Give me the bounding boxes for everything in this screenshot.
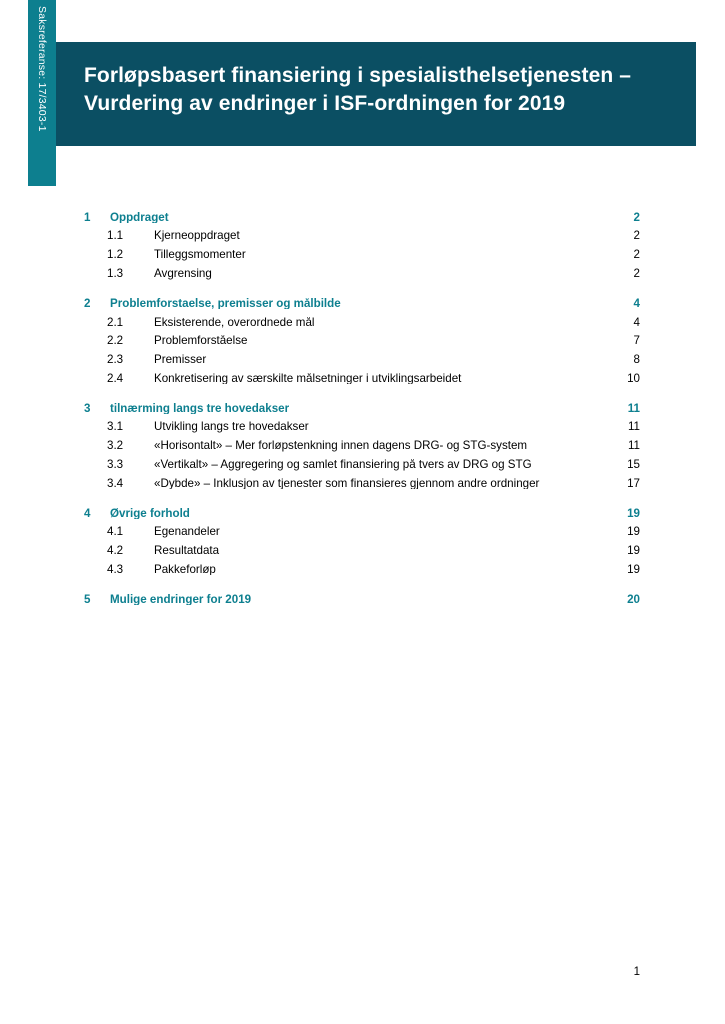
toc-entry-number: 4.1 <box>107 525 124 539</box>
toc-entry-page: 2 <box>633 248 640 262</box>
toc-entry[interactable] <box>84 208 640 227</box>
toc-entry-number: 1.2 <box>107 248 124 262</box>
toc-entry-number: 5 <box>84 592 91 606</box>
toc-entry-page: 2 <box>633 210 640 224</box>
toc-entry-page: 19 <box>627 506 640 520</box>
toc-entry[interactable] <box>84 313 640 332</box>
toc-entry-label: Premisser <box>154 354 207 366</box>
toc-entry-page: 17 <box>627 476 640 490</box>
toc-entry-label: Problemforstaelse, premisser og målbilde <box>110 297 341 310</box>
toc-entry[interactable] <box>84 542 640 561</box>
toc-entry[interactable] <box>84 455 640 474</box>
toc-entry[interactable] <box>84 350 640 369</box>
toc-entry-page: 15 <box>627 457 640 471</box>
toc-entry-label: Øvrige forhold <box>110 507 190 520</box>
toc-entry[interactable] <box>84 474 640 493</box>
toc-entry[interactable] <box>84 418 640 437</box>
toc-entry-page: 4 <box>633 315 640 329</box>
side-reference-bar <box>28 0 56 186</box>
toc-section-gap <box>84 283 640 294</box>
toc-entry[interactable] <box>84 504 640 523</box>
toc-entry-label: tilnærming langs tre hovedakser <box>110 402 290 415</box>
toc-entry-page: 11 <box>627 420 640 434</box>
toc-entry-label: Pakkeforløp <box>154 563 216 576</box>
toc-entry[interactable] <box>84 332 640 351</box>
toc-entry-number: 3.4 <box>107 476 124 490</box>
toc-entry-label: Mulige endringer for 2019 <box>110 593 252 606</box>
toc-entry-label: Oppdraget <box>110 211 169 224</box>
toc-entry-page: 20 <box>627 592 640 606</box>
side-reference-label: Saksreferanse: 17/3403-1 <box>36 6 48 132</box>
page-title: Forløpsbasert finansiering i spesialisthelsetjenesten – Vurdering av endringer i ISF-ordningen for 2019 <box>84 64 632 116</box>
toc-entry-label: Egenandeler <box>154 526 220 538</box>
toc-entry-page: 11 <box>627 439 640 453</box>
toc-entry[interactable] <box>84 523 640 542</box>
toc-entry-page: 11 <box>627 401 640 415</box>
toc-entry-label: Problemforståelse <box>154 335 248 347</box>
toc-entry-label: Konkretisering av særskilte målsetninger i utviklingsarbeidet <box>154 372 462 385</box>
toc-entry-number: 4.3 <box>107 562 124 576</box>
toc-entry-number: 3.2 <box>107 439 124 453</box>
toc-entry-page: 4 <box>633 296 640 310</box>
toc-entry-label: «Horisontalt» – Mer forløpstenkning innen dagens DRG- og STG-system <box>154 440 528 452</box>
toc-entry-page: 2 <box>633 266 640 280</box>
toc-entry-number: 1.3 <box>107 266 124 280</box>
toc-entry-number: 3 <box>84 401 91 415</box>
toc-entry-page: 8 <box>633 353 640 367</box>
toc-entry-number: 2 <box>84 296 91 310</box>
toc-entry[interactable] <box>84 560 640 579</box>
toc-entry-page: 19 <box>627 562 640 576</box>
toc-section-gap <box>84 579 640 590</box>
title-banner <box>56 42 696 146</box>
toc-entry-page: 10 <box>627 371 640 385</box>
toc-entry-label: Resultatdata <box>154 545 220 557</box>
toc-entry[interactable] <box>84 590 640 609</box>
toc-entry[interactable] <box>84 399 640 418</box>
toc-entry-label: Tilleggsmomenter <box>154 249 246 261</box>
toc-entry[interactable] <box>84 227 640 246</box>
toc-entry-page: 19 <box>627 525 640 539</box>
toc-entry-page: 7 <box>633 334 640 348</box>
toc-entry-label: «Vertikalt» – Aggregering og samlet finansiering på tvers av DRG og STG <box>154 458 532 471</box>
toc-entry-number: 1 <box>84 210 91 224</box>
toc-entry-page: 2 <box>633 229 640 243</box>
toc-entry-label: «Dybde» – Inklusjon av tjenester som finansieres gjennom andre ordninger <box>154 477 540 490</box>
toc-entry-number: 3.3 <box>107 457 124 471</box>
toc-entry-number: 2.3 <box>107 353 124 367</box>
toc-entry[interactable] <box>84 369 640 388</box>
toc-section-gap <box>84 388 640 399</box>
toc-entry-number: 1.1 <box>107 229 124 243</box>
toc-entry-number: 4 <box>84 506 91 520</box>
toc-entry-number: 3.1 <box>107 420 124 434</box>
toc-entry-label: Avgrensing <box>154 267 212 280</box>
toc-entry-number: 2.1 <box>107 315 124 329</box>
toc-entry[interactable] <box>84 294 640 313</box>
toc-entry[interactable] <box>84 264 640 283</box>
toc-entry-label: Eksisterende, overordnede mål <box>154 316 315 329</box>
toc-entry-number: 2.2 <box>107 334 124 348</box>
toc-entry-label: Utvikling langs tre hovedakser <box>154 421 309 433</box>
toc-entry-number: 4.2 <box>107 544 124 558</box>
table-of-contents <box>84 208 640 609</box>
toc-entry-label: Kjerneoppdraget <box>154 230 240 242</box>
toc-entry[interactable] <box>84 246 640 265</box>
footer-page-number: 1 <box>633 966 640 978</box>
toc-entry[interactable] <box>84 437 640 456</box>
toc-entry-page: 19 <box>627 544 640 558</box>
toc-section-gap <box>84 493 640 504</box>
toc-entry-number: 2.4 <box>107 371 124 385</box>
